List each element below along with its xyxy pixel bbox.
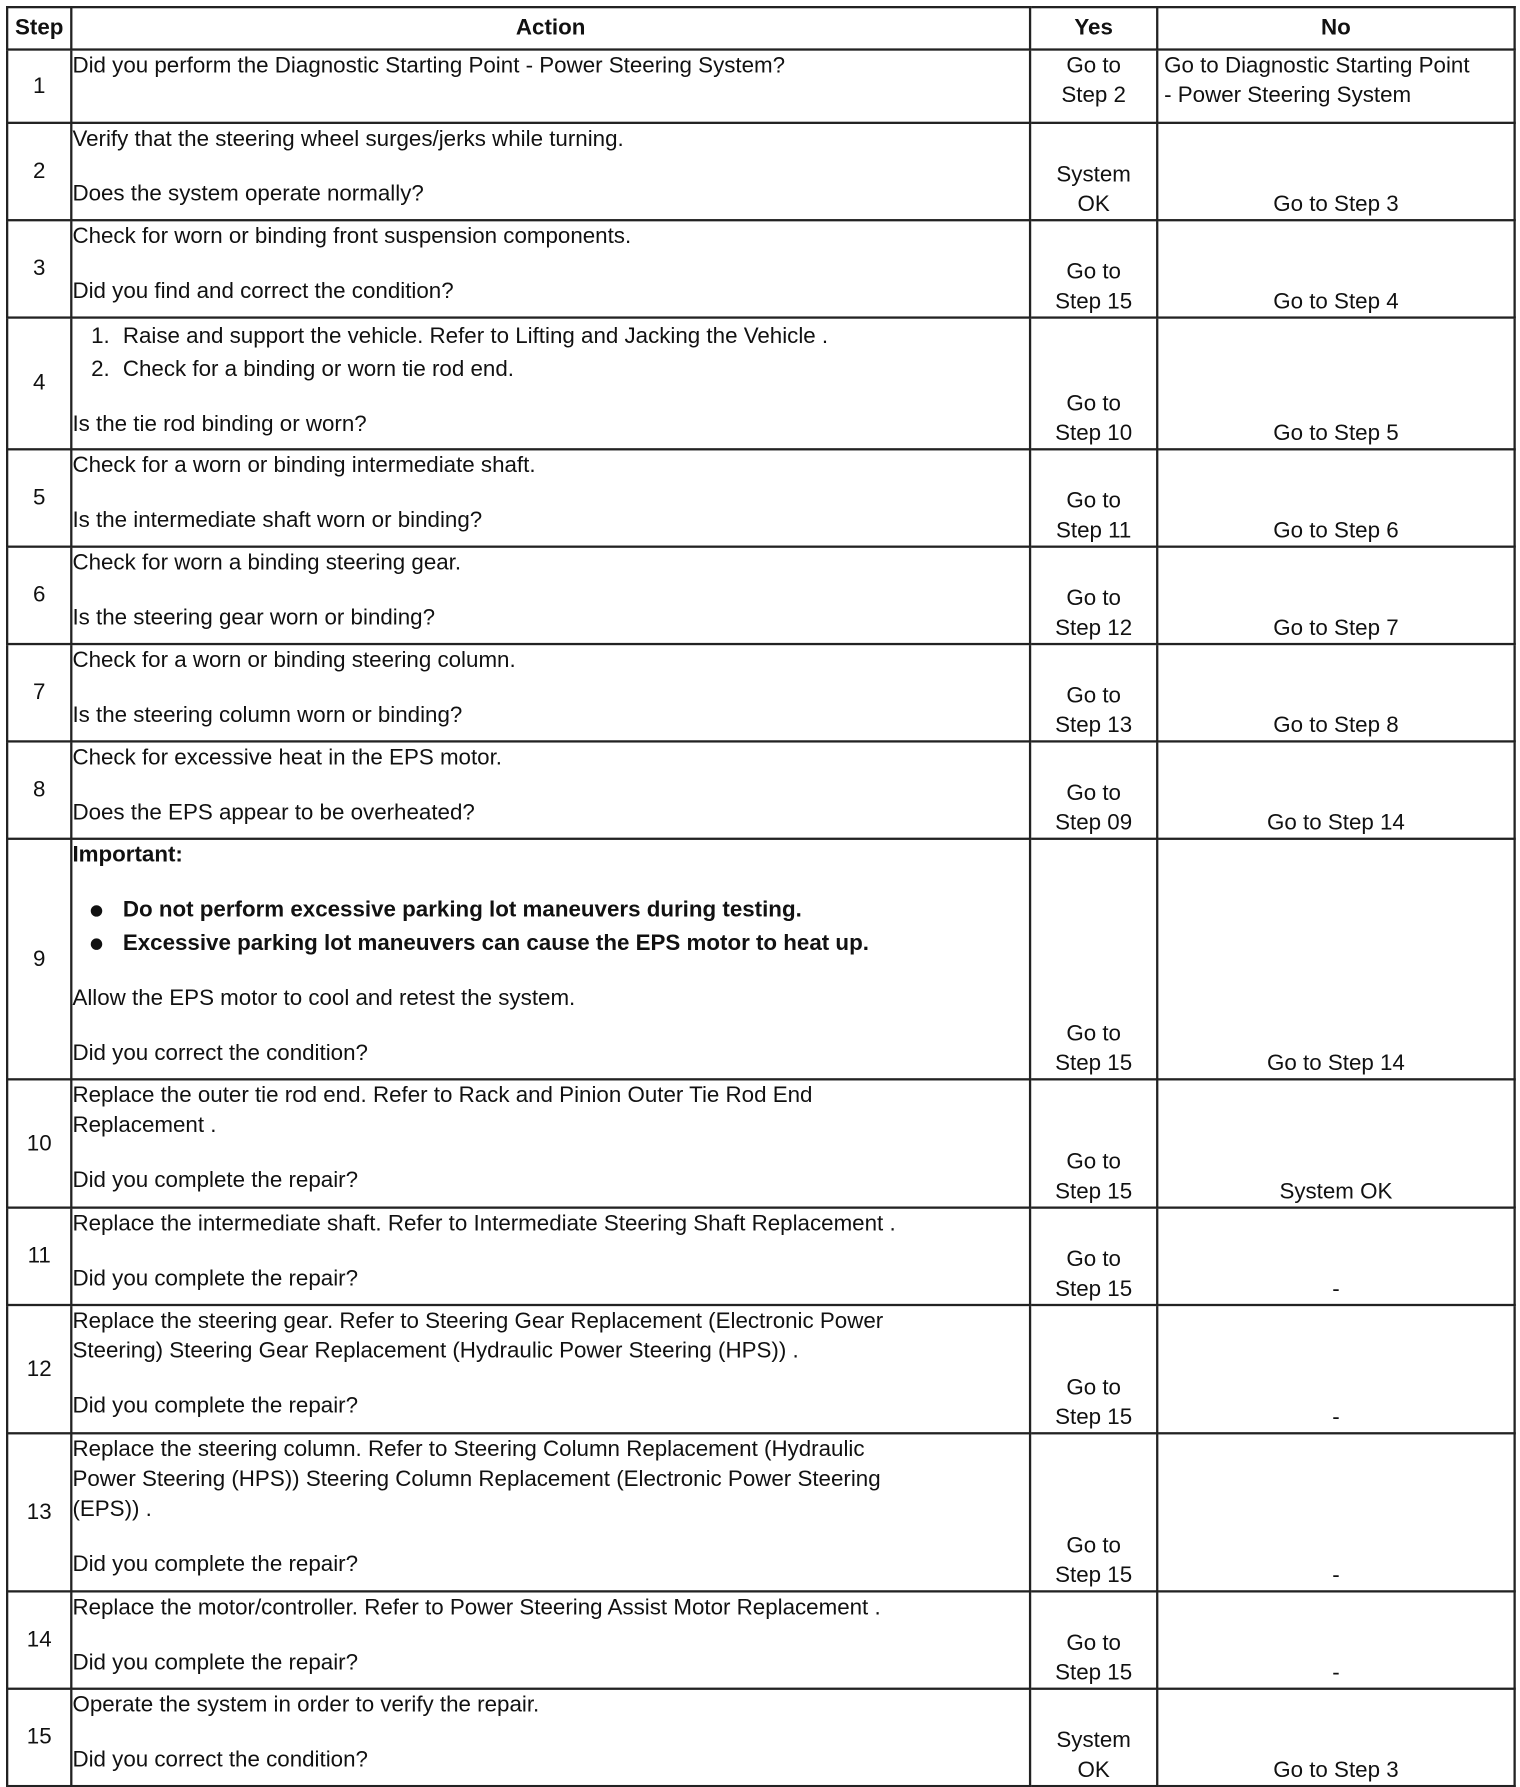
yes-line: Step 2 (1061, 82, 1126, 108)
no-line: - (1332, 1660, 1340, 1686)
yes-line: Step 15 (1055, 1050, 1133, 1076)
procedure-list (72, 321, 1028, 384)
action-cell (71, 1689, 1030, 1786)
header-no: No (1157, 7, 1514, 49)
action-cell (71, 1208, 1030, 1305)
no-cell (1157, 1305, 1514, 1433)
no-cell (1157, 1689, 1514, 1786)
action-text: Did you perform the Diagnostic Starting Point - Power Steering System? (72, 52, 786, 79)
yes-line: Step 15 (1055, 1660, 1133, 1686)
yes-line: Go to (1066, 259, 1121, 285)
no-line: Go to Step 14 (1266, 1050, 1405, 1076)
action-question: Did you complete the repair? (72, 1266, 359, 1292)
table-row (7, 547, 1514, 644)
yes-line: Step 15 (1055, 1178, 1133, 1205)
no-line: Go to Step 3 (1273, 1757, 1399, 1783)
action-cell (71, 644, 1030, 741)
yes-cell (1030, 318, 1157, 450)
yes-cell (1030, 50, 1157, 123)
yes-cell (1030, 1079, 1157, 1207)
step-number: 15 (7, 1689, 71, 1786)
step-number: 9 (7, 839, 71, 1080)
action-question: Is the intermediate shaft worn or binding? (72, 507, 483, 533)
yes-cell (1030, 220, 1157, 317)
table-header-row (7, 7, 1514, 49)
no-cell (1157, 123, 1514, 220)
yes-line: Go to (1066, 1532, 1121, 1559)
action-cell (71, 1591, 1030, 1688)
action-question: Does the system operate normally? (72, 181, 424, 207)
yes-cell (1030, 1689, 1157, 1786)
table-row (7, 318, 1514, 450)
action-question: Did you complete the repair? (72, 1393, 359, 1419)
step-number: 2 (7, 123, 71, 220)
action-text: Replacement . (72, 1112, 217, 1138)
no-cell (1157, 1079, 1514, 1207)
no-line: Go to Step 4 (1273, 288, 1399, 315)
no-cell (1157, 547, 1514, 644)
yes-line: Go to (1066, 1020, 1121, 1047)
action-text: Replace the steering gear. Refer to Steering Gear Replacement (Electronic Power (72, 1308, 884, 1334)
yes-line: Step 15 (1055, 1276, 1133, 1302)
yes-cell (1030, 123, 1157, 220)
no-cell (1157, 1591, 1514, 1688)
table-row (7, 1305, 1514, 1433)
yes-line: Go to (1066, 488, 1121, 514)
yes-line: Step 15 (1055, 1404, 1133, 1430)
important-label: Important: (72, 842, 183, 868)
action-text: Replace the outer tie rod end. Refer to Rack and Pinion Outer Tie Rod End (72, 1082, 813, 1108)
yes-line: Go to (1066, 52, 1121, 79)
yes-line: Step 10 (1055, 420, 1133, 446)
yes-cell (1030, 839, 1157, 1080)
action-cell (71, 1079, 1030, 1207)
table-row (7, 1079, 1514, 1207)
table-row (7, 220, 1514, 317)
table-row (7, 123, 1514, 220)
no-line: - (1332, 1404, 1340, 1430)
yes-cell (1030, 1305, 1157, 1433)
bullet-icon (91, 905, 102, 916)
action-question: Did you complete the repair? (72, 1551, 359, 1577)
action-text: Replace the intermediate shaft. Refer to Intermediate Steering Shaft Replacement . (72, 1211, 896, 1237)
action-text: Verify that the steering wheel surges/jerks while turning. (72, 126, 624, 152)
no-cell (1157, 644, 1514, 741)
yes-line: System (1056, 1727, 1131, 1753)
bullet-icon (91, 938, 102, 949)
action-text: Steering) Steering Gear Replacement (Hydraulic Power Steering (HPS)) . (72, 1338, 799, 1364)
yes-line: Step 09 (1055, 810, 1133, 836)
step-number: 12 (7, 1305, 71, 1433)
no-line: - (1332, 1276, 1340, 1302)
step-number: 7 (7, 644, 71, 741)
table-row (7, 644, 1514, 741)
action-cell (71, 1305, 1030, 1433)
yes-line: Go to (1066, 1149, 1121, 1175)
table-row (7, 50, 1514, 123)
no-cell (1157, 1208, 1514, 1305)
no-line: Go to Step 6 (1273, 518, 1399, 544)
action-cell (71, 50, 1030, 123)
no-cell (1157, 449, 1514, 546)
action-question: Did you complete the repair? (72, 1167, 359, 1193)
action-cell (71, 839, 1030, 1080)
action-cell (71, 220, 1030, 317)
action-question: Is the steering gear worn or binding? (72, 605, 436, 631)
yes-cell (1030, 1433, 1157, 1591)
bullet-text: Do not perform excessive parking lot maneuvers during testing. (122, 897, 802, 923)
important-bullet (123, 895, 1029, 925)
yes-line: Go to (1066, 390, 1121, 417)
step-number: 3 (7, 220, 71, 317)
step-number: 5 (7, 449, 71, 546)
action-text: Allow the EPS motor to cool and retest the system. (72, 985, 576, 1011)
diagnostic-page (6, 6, 1516, 1787)
no-line: Go to Diagnostic Starting Point (1164, 52, 1470, 79)
no-cell (1157, 1433, 1514, 1591)
table-row (7, 839, 1514, 1080)
no-cell (1157, 318, 1514, 450)
important-bullet-list (72, 895, 1028, 958)
yes-line: Step 13 (1055, 712, 1133, 738)
table-row (7, 1433, 1514, 1591)
yes-line: Go to (1066, 1630, 1121, 1656)
yes-line: Go to (1066, 780, 1121, 806)
diagnostic-table (6, 6, 1516, 1787)
action-question: Did you correct the condition? (72, 1747, 368, 1773)
step-number: 10 (7, 1079, 71, 1207)
no-cell (1157, 220, 1514, 317)
step-number: 1 (7, 50, 71, 123)
action-cell (71, 741, 1030, 838)
list-item: 1. Raise and support the vehicle. Refer to Lifting and Jacking the Vehicle . (116, 321, 1029, 351)
yes-line: OK (1077, 1757, 1110, 1783)
table-row (7, 1689, 1514, 1786)
yes-line: Go to (1066, 1374, 1121, 1401)
step-number: 11 (7, 1208, 71, 1305)
table-row (7, 1208, 1514, 1305)
yes-line: OK (1077, 191, 1110, 217)
yes-line: Step 15 (1055, 1562, 1133, 1588)
action-question: Is the steering column worn or binding? (72, 702, 463, 728)
action-text: Check for a worn or binding steering column. (72, 647, 516, 673)
action-text: Replace the motor/controller. Refer to Power Steering Assist Motor Replacement . (72, 1594, 881, 1621)
action-text: Power Steering (HPS)) Steering Column Replacement (Electronic Power Steering (72, 1466, 881, 1492)
no-cell (1157, 741, 1514, 838)
no-line: - Power Steering System (1164, 82, 1412, 108)
yes-line: Go to (1066, 585, 1121, 611)
list-item: 2. Check for a binding or worn tie rod end. (116, 354, 1029, 384)
no-line: - (1332, 1562, 1340, 1588)
no-line: System OK (1279, 1178, 1393, 1205)
no-line: Go to Step 7 (1273, 615, 1399, 641)
action-cell (71, 547, 1030, 644)
yes-cell (1030, 741, 1157, 838)
action-text: (EPS)) . (72, 1496, 152, 1522)
action-question: Did you correct the condition? (72, 1040, 368, 1066)
yes-cell (1030, 1591, 1157, 1688)
yes-line: Go to (1066, 682, 1121, 709)
no-line: Go to Step 8 (1273, 712, 1399, 738)
action-cell (71, 123, 1030, 220)
table-row (7, 1591, 1514, 1688)
action-text: Check for a worn or binding intermediate shaft. (72, 452, 536, 478)
step-number: 8 (7, 741, 71, 838)
yes-cell (1030, 547, 1157, 644)
table-row (7, 741, 1514, 838)
header-action: Action (71, 7, 1030, 49)
bullet-text: Excessive parking lot maneuvers can cause the EPS motor to heat up. (122, 930, 869, 956)
important-bullet (123, 928, 1029, 958)
table-row (7, 449, 1514, 546)
step-number: 4 (7, 318, 71, 450)
header-yes: Yes (1030, 7, 1157, 49)
action-cell (71, 449, 1030, 546)
no-cell (1157, 839, 1514, 1080)
step-number: 13 (7, 1433, 71, 1591)
no-line: Go to Step 3 (1273, 191, 1399, 217)
yes-line: Go to (1066, 1246, 1121, 1272)
yes-line: Step 11 (1055, 518, 1132, 544)
yes-cell (1030, 644, 1157, 741)
no-line: Go to Step 14 (1266, 810, 1405, 836)
no-cell (1157, 50, 1514, 123)
yes-line: System (1056, 161, 1131, 187)
yes-cell (1030, 449, 1157, 546)
action-cell (71, 318, 1030, 450)
step-number: 14 (7, 1591, 71, 1688)
action-text: Replace the steering column. Refer to Steering Column Replacement (Hydraulic (72, 1436, 865, 1462)
action-question: Is the tie rod binding or worn? (72, 411, 367, 437)
yes-cell (1030, 1208, 1157, 1305)
yes-line: Step 12 (1055, 615, 1133, 641)
no-line: Go to Step 5 (1273, 420, 1399, 446)
yes-line: Step 15 (1055, 288, 1133, 315)
action-text: Operate the system in order to verify the repair. (72, 1692, 540, 1718)
header-step: Step (7, 7, 71, 49)
action-text: Check for worn or binding front suspension components. (72, 223, 632, 249)
action-text: Check for worn a binding steering gear. (72, 550, 462, 576)
action-cell (71, 1433, 1030, 1591)
action-question: Did you find and correct the condition? (72, 278, 454, 304)
action-question: Did you complete the repair? (72, 1649, 359, 1675)
step-number: 6 (7, 547, 71, 644)
action-question: Does the EPS appear to be overheated? (72, 799, 475, 826)
action-text: Check for excessive heat in the EPS motor. (72, 744, 503, 771)
